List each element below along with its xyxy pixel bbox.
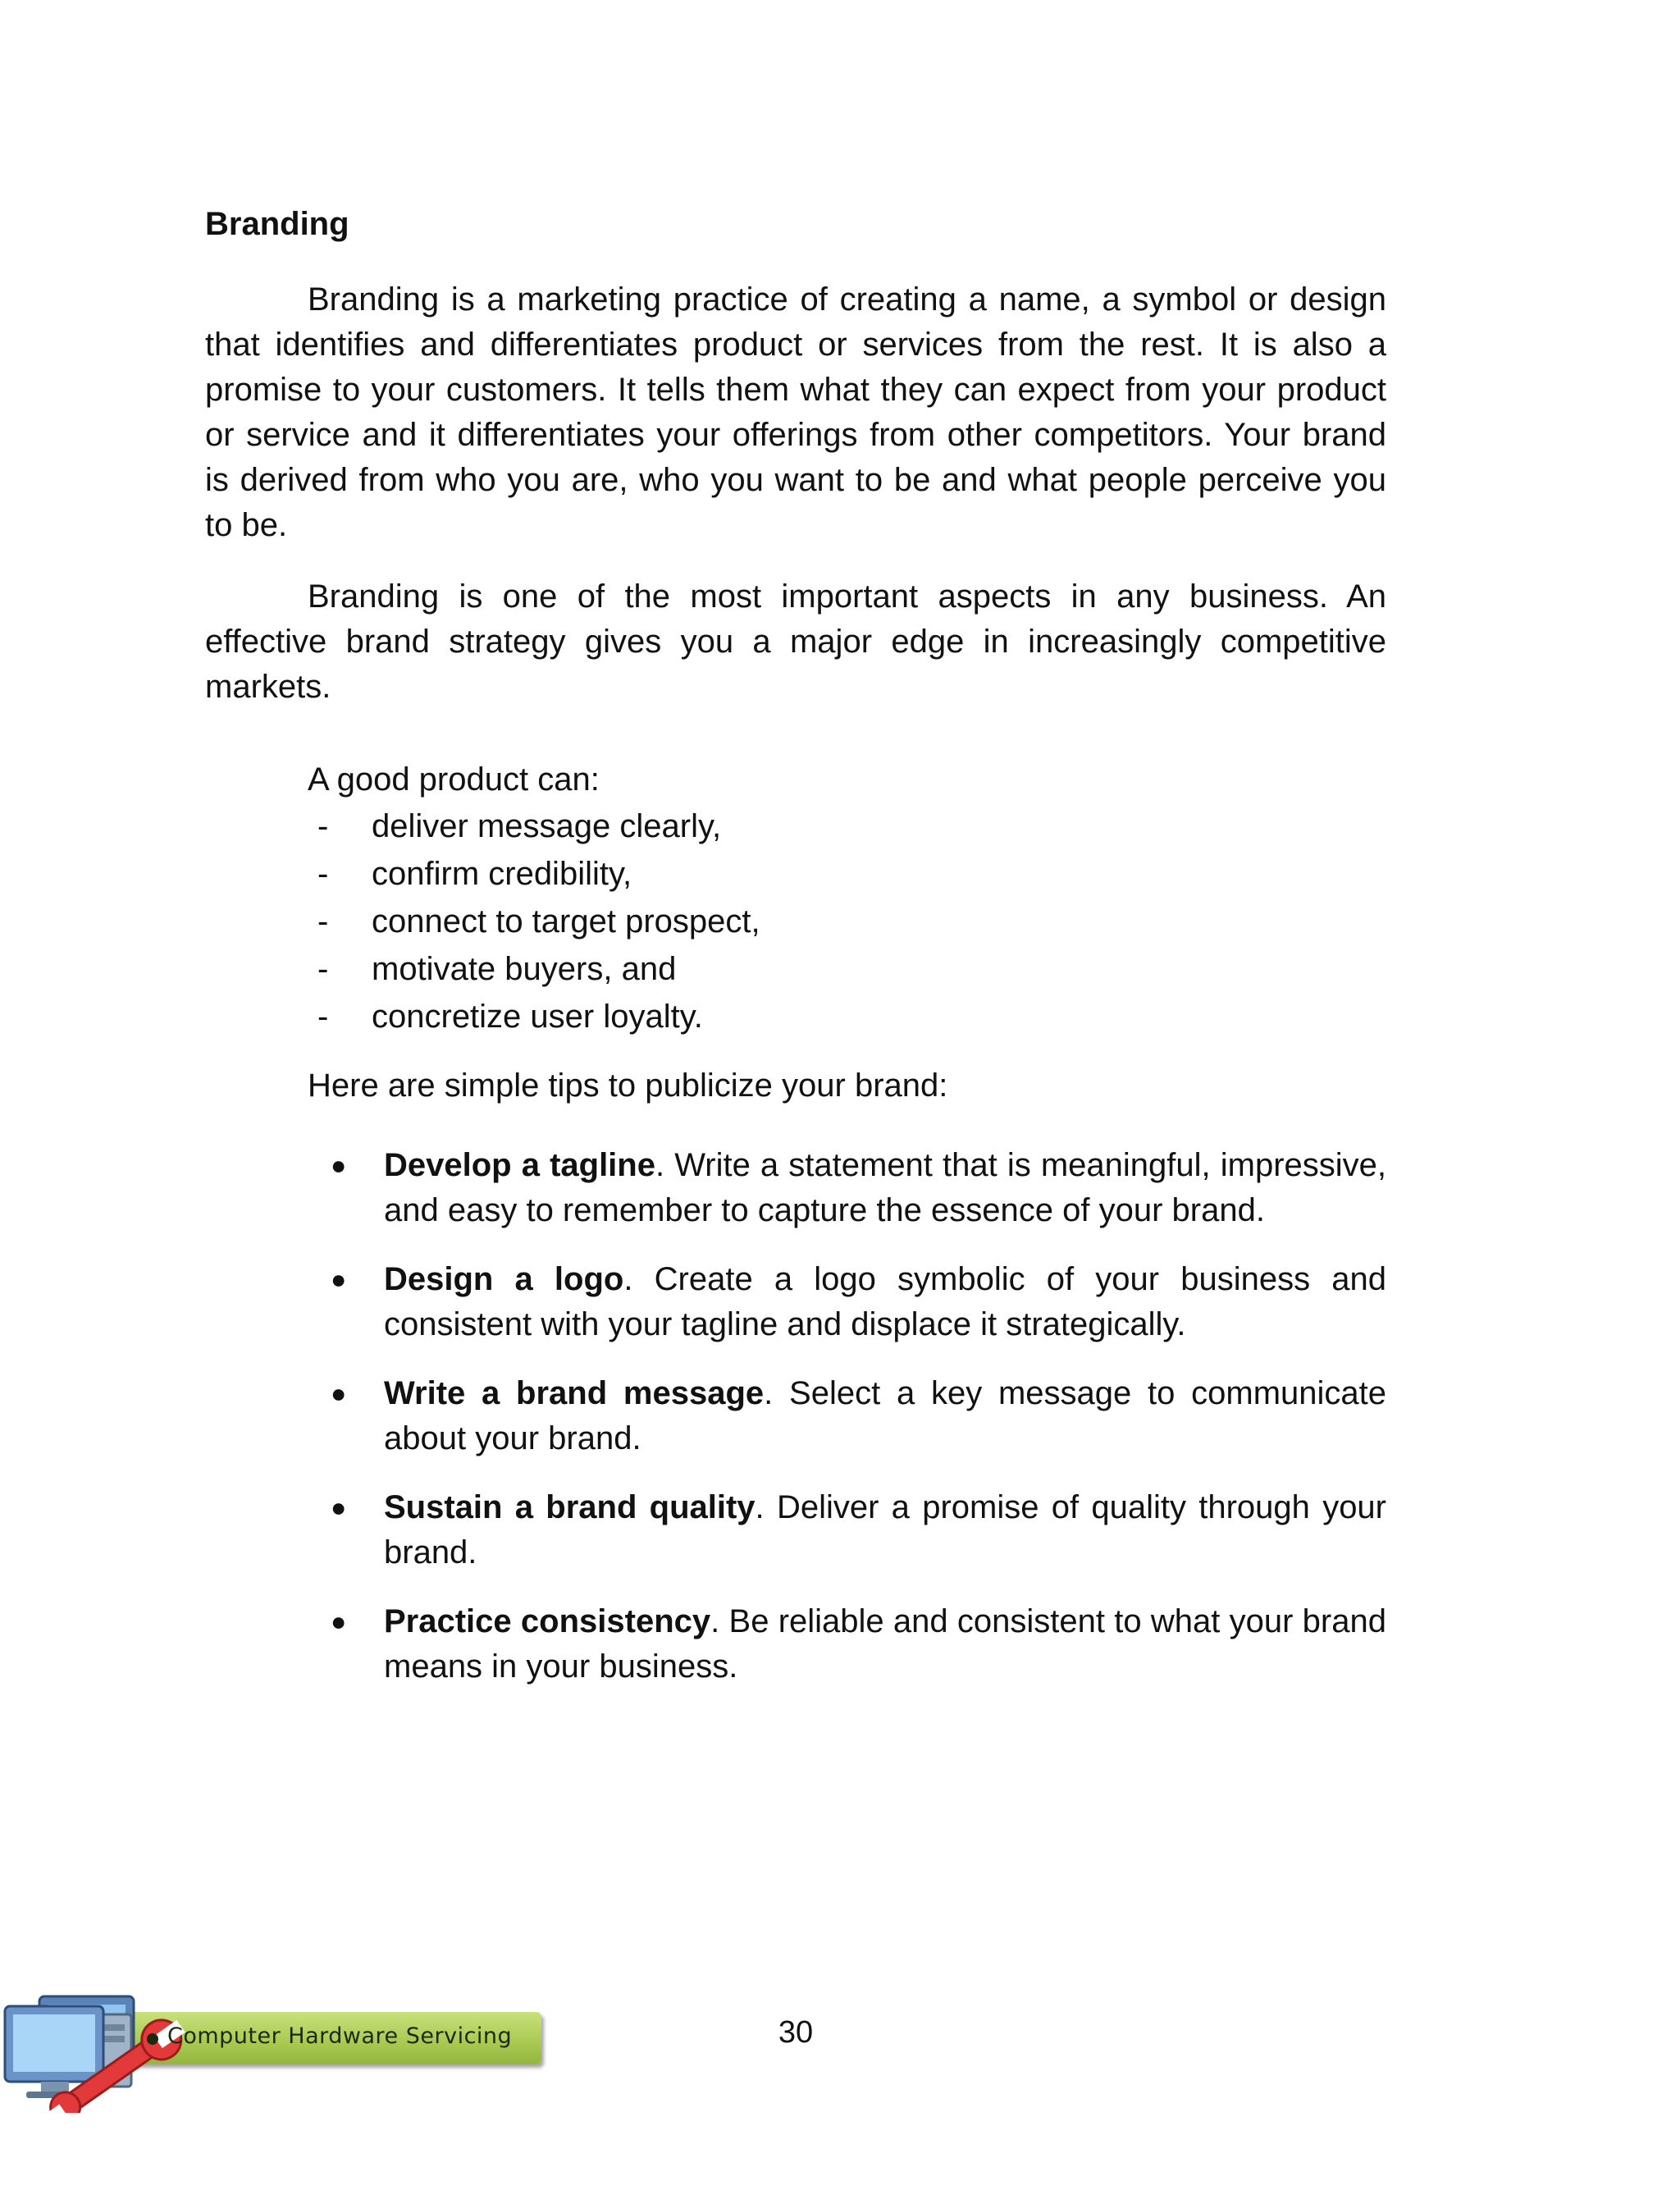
paragraph: Branding is one of the most important aspects in any business. An effective brand strategy gives you a major edge in increasingly competitive markets. — [205, 578, 1386, 705]
list-item: - motivate buyers, and — [317, 951, 677, 987]
tip-item: ● Develop a tagline. Write a statement that is meaningful, impressive, and easy to remember to capture the essence of your brand. — [331, 1147, 1387, 1228]
list-item-text: confirm credibility, — [372, 856, 632, 892]
paragraph: Branding is a marketing practice of creating a name, a symbol or design that identifies and differentiates product or services from the rest. It is also a promise to your customers. It tells them what they can expect from your product or service and it differentiates your offerings from other competitors. Your brand is derived from who you are, who you want to be and what people perceive you to be. — [205, 281, 1386, 543]
tip-item: ● Practice consistency. Be reliable and consistent to what your brand means in your business. — [331, 1603, 1386, 1685]
good-product-list — [308, 802, 1386, 1040]
tip-title: Practice consistency — [384, 1603, 711, 1639]
footer-banner-text: Computer Hardware Servicing — [167, 2023, 513, 2049]
tip-text: Create a logo symbolic of your business and consistent with your tagline and displace it strategically. — [384, 1261, 1387, 1342]
tip-title: Sustain a brand quality — [384, 1489, 756, 1525]
list-item: - confirm credibility, — [317, 856, 632, 892]
good-product-intro: A good product can: — [308, 761, 600, 798]
tips-list — [308, 1143, 1386, 1689]
list-item-text: connect to target prospect, — [372, 903, 760, 940]
list-item: - deliver message clearly, — [317, 808, 722, 844]
list-item: - concretize user loyalty. — [317, 999, 703, 1035]
computer-wrench-icon — [0, 1990, 558, 2113]
list-item-text: motivate buyers, and — [372, 951, 677, 987]
list-item: - connect to target prospect, — [317, 903, 760, 940]
tip-text: Be reliable and consistent to what your brand means in your business. — [384, 1603, 1386, 1685]
tip-text: Select a key message to communicate about your brand. — [384, 1375, 1386, 1456]
tip-item: ● Sustain a brand quality. Deliver a promise of quality through your brand. — [331, 1489, 1386, 1570]
tip-item: ● Write a brand message. Select a key message to communicate about your brand. — [331, 1375, 1386, 1456]
tip-text: Write a statement that is meaningful, impressive, and easy to remember to capture the essence of your brand. — [384, 1147, 1387, 1228]
tips-intro: Here are simple tips to publicize your brand: — [308, 1068, 948, 1104]
tip-title: Develop a tagline — [384, 1147, 655, 1183]
tip-title: Design a logo — [384, 1261, 624, 1297]
tip-text: Deliver a promise of quality through your brand. — [384, 1489, 1386, 1570]
section-heading: Branding — [205, 206, 349, 242]
list-item-text: deliver message clearly, — [372, 808, 722, 844]
tip-item: ● Design a logo. Create a logo symbolic of your business and consistent with your tagline and displace it strategically. — [331, 1261, 1387, 1342]
page-number: 30 — [778, 2015, 814, 2050]
page-content — [205, 197, 1386, 1713]
list-item-text: concretize user loyalty. — [372, 999, 703, 1035]
tip-title: Write a brand message — [384, 1375, 765, 1411]
